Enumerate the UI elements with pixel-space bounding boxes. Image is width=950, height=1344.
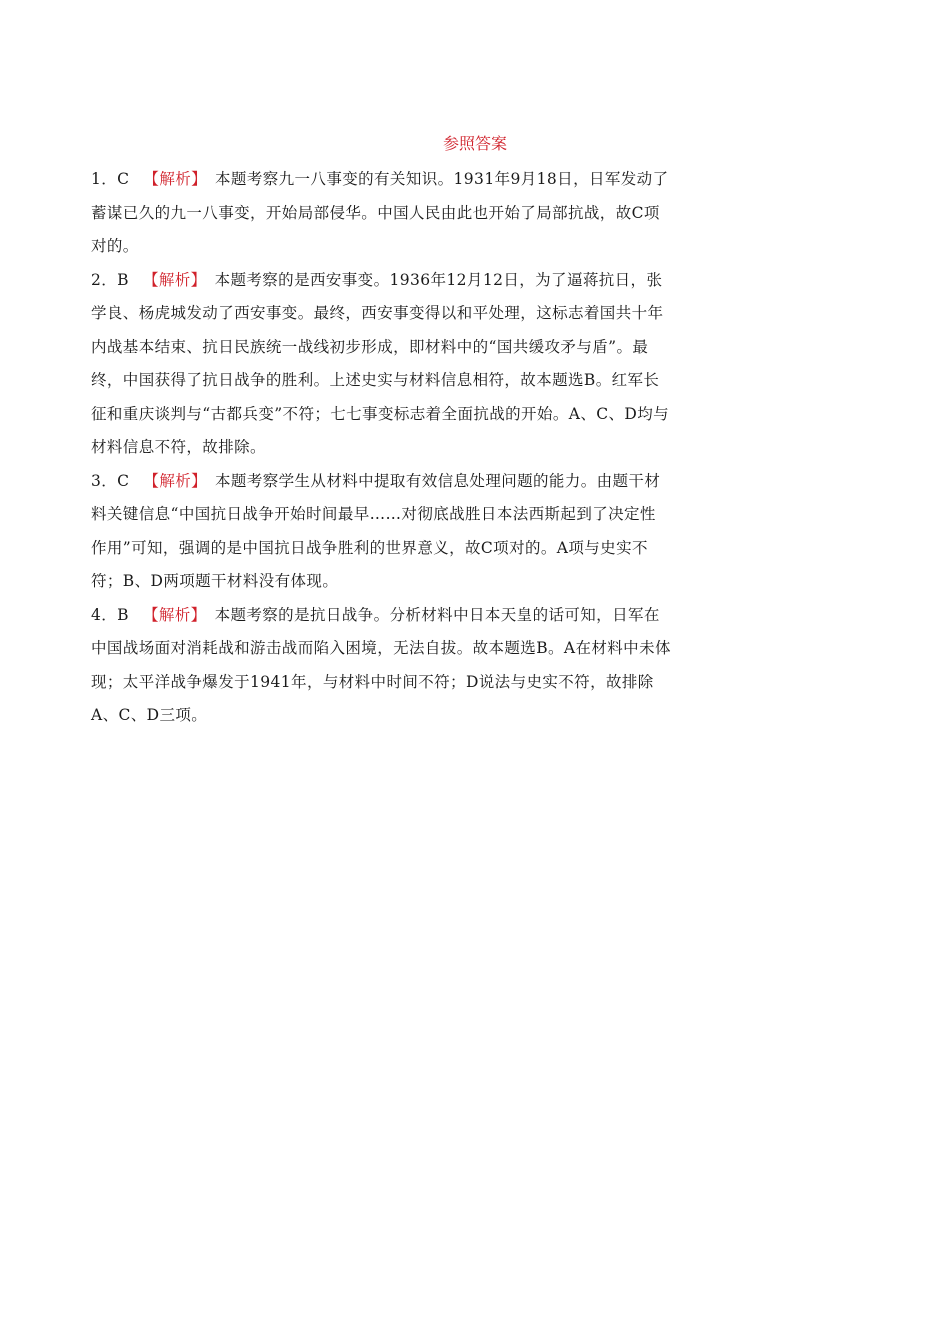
answer-number: 1．C	[91, 170, 130, 188]
analysis-label: 【解析】	[143, 471, 208, 490]
answer-text: 本题考察的是抗日战争。分析材料中日本天皇的话可知，日军在中国战场面对消耗战和游击战而陷入困境，无法自拔。故本题选B。A在材料中未体现；太平洋战争爆发于1941年，与材料中时间不符；D说法与史实不符，故排除A、C、D三项。	[91, 605, 671, 724]
answer-number: 4．B	[91, 605, 129, 624]
analysis-label: 【解析】	[142, 605, 207, 624]
answer-item-3	[91, 465, 671, 599]
answer-text: 本题考察学生从材料中提取有效信息处理问题的能力。由题干材料关键信息“中国抗日战争开始时间最早……对彻底战胜日本法西斯起到了决定性作用”可知，强调的是中国抗日战争胜利的世界意义，故C项对的。A项与史实不符；B、D两项题干材料没有体现。	[91, 471, 661, 590]
answer-text: 本题考察的是西安事变。1936年12月12日，为了逼蒋抗日，张学良、杨虎城发动了西安事变。最终，西安事变得以和平处理，这标志着国共十年内战基本结束、抗日民族统一战线初步形成，即材料中的“国共缓攻矛与盾”。最终，中国获得了抗日战争的胜利。上述史实与材料信息相符，故本题选B。红军长征和重庆谈判与“古都兵变”不符；七七事变标志着全面抗战的开始。A、C、D均与材料信息不符，故排除。	[91, 270, 670, 456]
answer-list	[91, 163, 671, 733]
analysis-label: 【解析】	[143, 170, 208, 188]
answer-item-4	[91, 599, 671, 733]
analysis-label: 【解析】	[142, 270, 207, 289]
answer-item-1	[91, 163, 671, 264]
answer-item-2	[91, 264, 671, 465]
page-title: 参照答案	[442, 134, 507, 153]
answer-number: 2．B	[91, 270, 129, 289]
answer-number: 3．C	[91, 471, 130, 490]
answer-text: 本题考察九一八事变的有关知识。1931年9月18日，日军发动了蓄谋已久的九一八事变，开始局部侵华。中国人民由此也开始了局部抗战，故C项对的。	[91, 170, 669, 255]
